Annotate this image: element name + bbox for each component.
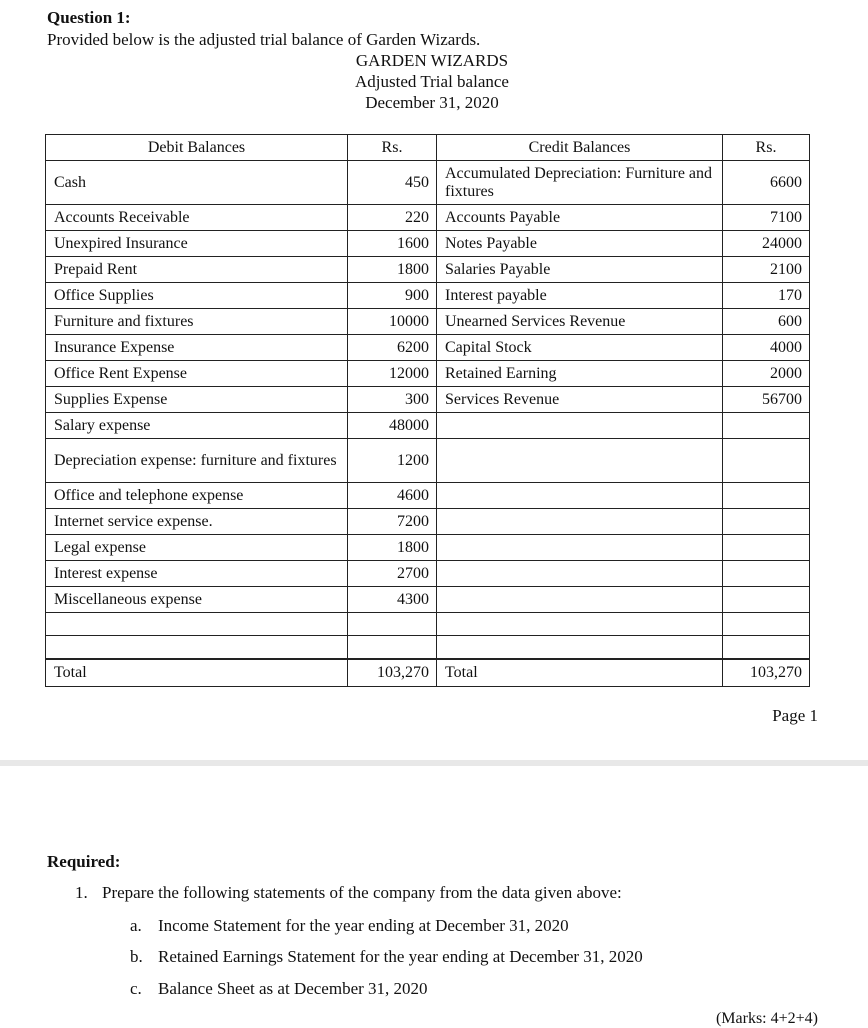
debit-account: Depreciation expense: furniture and fixtures: [46, 439, 348, 483]
credit-amount: 24000: [723, 231, 810, 257]
credit-amount: [723, 439, 810, 483]
credit-account: Unearned Services Revenue: [437, 309, 723, 335]
debit-account: Office Supplies: [46, 283, 348, 309]
credit-amount: [723, 561, 810, 587]
header-credit-balances: Credit Balances: [437, 135, 723, 161]
debit-amount: 12000: [348, 361, 437, 387]
debit-amount: 1800: [348, 257, 437, 283]
credit-amount: 170: [723, 283, 810, 309]
debit-amount: 4600: [348, 483, 437, 509]
debit-amount: 48000: [348, 413, 437, 439]
credit-account: Capital Stock: [437, 335, 723, 361]
header-debit-balances: Debit Balances: [46, 135, 348, 161]
debit-amount: 300: [348, 387, 437, 413]
debit-amount: 7200: [348, 509, 437, 535]
total-debit-label: Total: [46, 659, 348, 687]
required-item-text: Prepare the following statements of the company from the data given above:: [102, 883, 622, 902]
debit-amount: 1800: [348, 535, 437, 561]
debit-amount: 10000: [348, 309, 437, 335]
table-row: [46, 387, 810, 413]
credit-account: Retained Earning: [437, 361, 723, 387]
credit-account: Notes Payable: [437, 231, 723, 257]
credit-account: [437, 509, 723, 535]
trial-balance-table: [45, 134, 810, 687]
subitem-letter: a.: [130, 916, 142, 935]
debit-amount: 1600: [348, 231, 437, 257]
credit-amount: 4000: [723, 335, 810, 361]
page-value: 1: [809, 706, 818, 725]
table-row: [46, 231, 810, 257]
report-header: [332, 50, 532, 113]
debit-account: Internet service expense.: [46, 509, 348, 535]
debit-account: Legal expense: [46, 535, 348, 561]
company-name: GARDEN WIZARDS: [355, 51, 509, 70]
credit-account: [437, 483, 723, 509]
credit-account: [437, 439, 723, 483]
empty-row: [46, 613, 810, 636]
debit-account: Unexpired Insurance: [46, 231, 348, 257]
debit-amount: 220: [348, 205, 437, 231]
debit-amount: 1200: [348, 439, 437, 483]
subitem-letter: c.: [130, 979, 142, 998]
table-row: [46, 161, 810, 205]
total-debit-amount: 103,270: [348, 659, 437, 687]
debit-account: Office and telephone expense: [46, 483, 348, 509]
marks-note: (Marks: 4+2+4): [715, 1010, 818, 1027]
page-label: Page: [772, 706, 806, 725]
debit-account: Miscellaneous expense: [46, 587, 348, 613]
page-number: [772, 706, 818, 726]
credit-account: Accumulated Depreciation: Furniture and fixtures: [437, 161, 723, 205]
total-row: [46, 659, 810, 687]
question-intro: Provided below is the adjusted trial balance of Garden Wizards.: [47, 30, 481, 49]
table-row: [46, 309, 810, 335]
total-credit-amount: 103,270: [723, 659, 810, 687]
credit-account: [437, 561, 723, 587]
debit-account: Supplies Expense: [46, 387, 348, 413]
table-row: [46, 283, 810, 309]
credit-amount: [723, 509, 810, 535]
required-item: [75, 883, 622, 903]
header-credit-rs: Rs.: [723, 135, 810, 161]
header-debit-rs: Rs.: [348, 135, 437, 161]
credit-account: [437, 535, 723, 561]
subitem-letter: b.: [130, 947, 143, 966]
debit-account: Salary expense: [46, 413, 348, 439]
subitem-text: Retained Earnings Statement for the year ending at December 31, 2020: [158, 947, 643, 966]
credit-amount: 2000: [723, 361, 810, 387]
table-row: [46, 483, 810, 509]
required-subitem: [130, 947, 643, 967]
credit-account: [437, 413, 723, 439]
debit-account: Prepaid Rent: [46, 257, 348, 283]
credit-amount: 6600: [723, 161, 810, 205]
credit-account: Services Revenue: [437, 387, 723, 413]
page-divider: [0, 760, 868, 766]
table-row: [46, 257, 810, 283]
debit-amount: 4300: [348, 587, 437, 613]
table-row: [46, 361, 810, 387]
required-subitem: [130, 916, 569, 936]
table-row: [46, 587, 810, 613]
debit-account: Cash: [46, 161, 348, 205]
credit-amount: [723, 535, 810, 561]
table-row: [46, 413, 810, 439]
total-credit-label: Total: [437, 659, 723, 687]
debit-account: Office Rent Expense: [46, 361, 348, 387]
table-row: [46, 335, 810, 361]
required-item-number: 1.: [75, 883, 88, 902]
credit-amount: [723, 483, 810, 509]
report-date: December 31, 2020: [365, 93, 499, 112]
credit-amount: 600: [723, 309, 810, 335]
debit-account: Insurance Expense: [46, 335, 348, 361]
credit-amount: 7100: [723, 205, 810, 231]
credit-amount: 56700: [723, 387, 810, 413]
table-header-row: [46, 135, 810, 161]
credit-amount: 2100: [723, 257, 810, 283]
subitem-text: Balance Sheet as at December 31, 2020: [158, 979, 428, 998]
table-row: [46, 205, 810, 231]
table-row: [46, 535, 810, 561]
table-row: [46, 561, 810, 587]
credit-amount: [723, 413, 810, 439]
debit-amount: 6200: [348, 335, 437, 361]
credit-account: Accounts Payable: [437, 205, 723, 231]
subitem-text: Income Statement for the year ending at December 31, 2020: [158, 916, 569, 935]
debit-amount: 450: [348, 161, 437, 205]
question-title: Question 1:: [47, 8, 131, 27]
empty-row: [46, 636, 810, 660]
debit-amount: 2700: [348, 561, 437, 587]
required-subitem: [130, 979, 428, 999]
debit-account: Furniture and fixtures: [46, 309, 348, 335]
debit-account: Accounts Receivable: [46, 205, 348, 231]
credit-account: Salaries Payable: [437, 257, 723, 283]
credit-account: [437, 587, 723, 613]
debit-amount: 900: [348, 283, 437, 309]
debit-account: Interest expense: [46, 561, 348, 587]
report-title: Adjusted Trial balance: [355, 72, 509, 91]
table-row: [46, 509, 810, 535]
credit-account: Interest payable: [437, 283, 723, 309]
credit-amount: [723, 587, 810, 613]
required-label: Required:: [47, 852, 121, 871]
table-row: [46, 439, 810, 483]
